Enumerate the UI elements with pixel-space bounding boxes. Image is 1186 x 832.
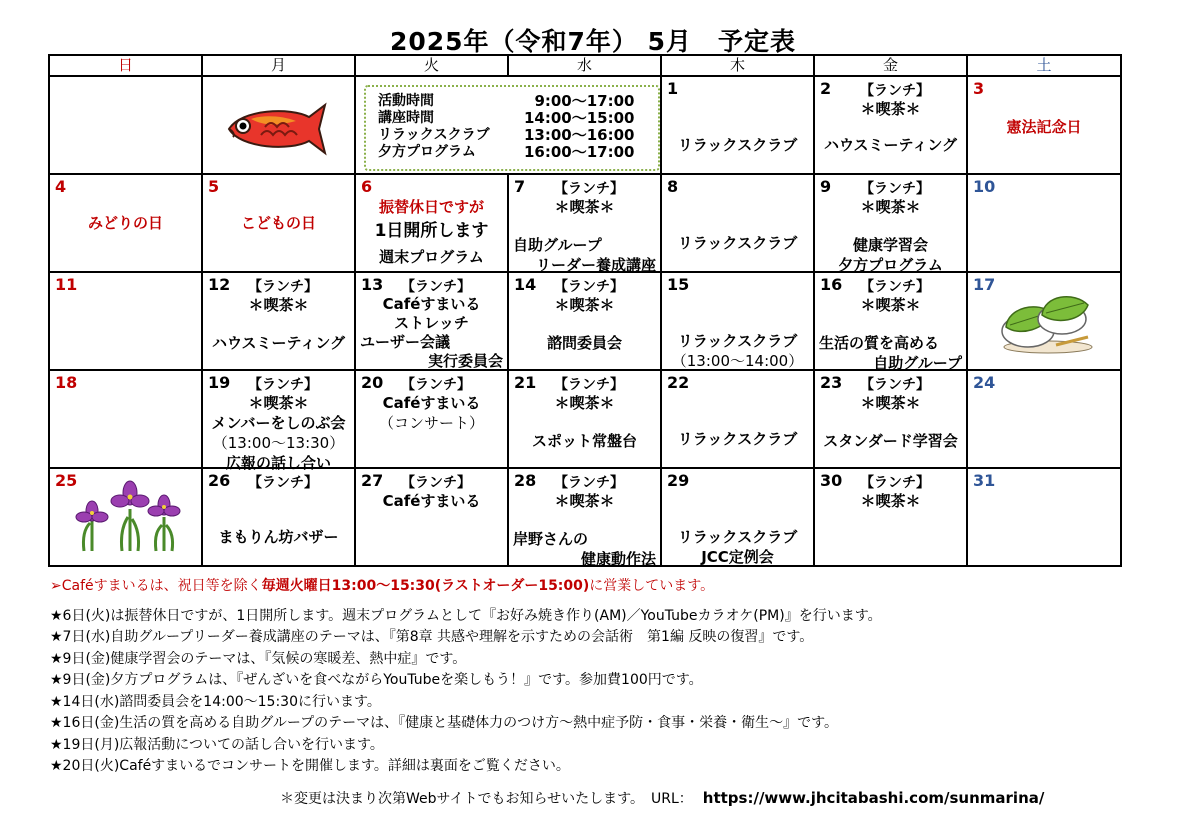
notes-section [50, 576, 882, 778]
note-item: ★19日(月)広報活動についての話し合いを行います。 [50, 736, 384, 753]
day-cell-22 [661, 370, 814, 468]
lunch-tag: 【ランチ】 [860, 377, 930, 393]
day-cell-3 [967, 76, 1121, 174]
day-cell-19 [202, 370, 355, 472]
lunch-tag: 【ランチ】 [860, 181, 930, 197]
lunch-tag: 【ランチ】 [860, 475, 930, 491]
day-cell-17 [967, 272, 1121, 370]
day-cell-1 [661, 76, 814, 174]
day-number: 10 [973, 177, 996, 196]
event-text: ＊喫茶＊ [554, 296, 615, 314]
day-cell-24 [967, 370, 1121, 468]
event-text: リラックスクラブ [677, 430, 798, 448]
day-number: 13 [361, 275, 384, 294]
event-text: ＊喫茶＊ [860, 394, 921, 412]
day-cell-13 [355, 272, 508, 370]
day-number: 14 [514, 275, 537, 294]
event-time: （13:00～13:30） [212, 434, 345, 452]
event-text: 週末プログラム [379, 248, 484, 266]
day-number: 26 [208, 471, 231, 490]
event-time: （13:00～14:00） [671, 352, 804, 370]
event-text: 実行委員会 [427, 352, 503, 370]
event-text: まもりん坊バザー [218, 528, 339, 546]
weekday-thu: 木 [661, 55, 814, 76]
day-number: 5 [208, 177, 220, 196]
event-text: リーダー養成講座 [535, 256, 656, 274]
day-number: 15 [667, 275, 690, 294]
event-text: Caféすまいる [382, 295, 481, 313]
day-cell-5 [202, 174, 355, 272]
note-item: ★6日(火)は振替休日ですが、1日開所します。週末プログラムとして『お好み焼き作り(AM)／YouTubeカラオケ(PM)』を行います。 [50, 607, 882, 624]
legend-time: 16:00～17:00 [524, 143, 635, 161]
week-row-4 [49, 370, 1121, 468]
weekday-wed: 水 [508, 55, 661, 76]
day-number: 30 [820, 471, 843, 490]
day-cell-empty [202, 76, 355, 174]
day-cell-empty [49, 76, 202, 174]
lunch-tag: 【ランチ】 [554, 181, 624, 197]
event-text: ハウスミーティング [211, 334, 346, 352]
lunch-tag: 【ランチ】 [248, 279, 318, 295]
day-number: 19 [208, 373, 231, 392]
legend-times [524, 93, 635, 161]
day-cell-23 [814, 370, 967, 468]
day-number: 27 [361, 471, 384, 490]
day-cell-30 [814, 468, 967, 566]
event-text: ＊喫茶＊ [860, 100, 921, 118]
event-text: リラックスクラブ [677, 528, 798, 546]
day-number: 20 [361, 373, 384, 392]
event-text: JCC定例会 [701, 548, 774, 566]
event-text: スポット常盤台 [531, 432, 637, 450]
day-cell-16 [814, 272, 967, 370]
day-cell-31 [967, 468, 1121, 566]
event-text: 健康学習会 [852, 236, 928, 254]
lunch-tag: 【ランチ】 [554, 279, 624, 295]
day-number: 18 [55, 373, 78, 392]
cafe-hours-note [50, 576, 882, 598]
event-text: 健康動作法 [580, 550, 656, 568]
note-item: ★9日(金)健康学習会のテーマは、『気候の寒暖差、熱中症』です。 [50, 650, 467, 667]
day-cell-18 [49, 370, 202, 468]
day-cell-21 [508, 370, 661, 468]
event-text: ストレッチ [394, 314, 469, 332]
day-cell-25 [49, 468, 202, 566]
weekday-sat: 土 [967, 55, 1121, 76]
event-text: リラックスクラブ [677, 234, 798, 252]
event-note: （コンサート） [378, 414, 484, 432]
event-text: ＊喫茶＊ [554, 492, 615, 510]
legend-time: 14:00～15:00 [524, 109, 635, 127]
lunch-tag: 【ランチ】 [401, 279, 471, 295]
day-cell-12 [202, 272, 355, 370]
event-text: ＊喫茶＊ [554, 394, 615, 412]
legend-time: 13:00～16:00 [524, 126, 635, 144]
footer [280, 788, 1044, 808]
weekday-fri: 金 [814, 55, 967, 76]
day-number: 6 [361, 177, 373, 196]
weekday-tue: 火 [355, 55, 508, 76]
event-text: ＊喫茶＊ [860, 296, 921, 314]
day-number: 23 [820, 373, 843, 392]
lunch-tag: 【ランチ】 [248, 475, 318, 491]
legend-label: リラックスクラブ [378, 127, 490, 143]
day-number: 8 [667, 177, 679, 196]
day-cell-14 [508, 272, 661, 370]
day-number: 16 [820, 275, 843, 294]
note-item: ★16日(金)生活の質を高める自助グループのテーマは、『健康と基礎体力のつけ方～熱中症予防・食事・栄養・衛生～』です。 [50, 715, 839, 731]
weekday-header-row [49, 55, 1121, 76]
event-text: 生活の質を高める [819, 334, 940, 352]
day-number: 9 [820, 177, 832, 196]
day-cell-26 [202, 468, 355, 566]
week-row-2 [49, 174, 1121, 272]
event-text: メンバーをしのぶ会 [211, 414, 346, 432]
day-cell-29 [661, 468, 814, 566]
day-number: 17 [973, 275, 996, 294]
calendar-table [48, 54, 1122, 567]
week-row-1 [49, 76, 1121, 174]
page-title: 2025年（令和7年） 5月 予定表 [389, 27, 797, 56]
holiday-label: みどりの日 [87, 214, 163, 232]
event-text: 広報の話し合い [225, 454, 331, 472]
day-cell-27 [355, 468, 508, 566]
day-number: 3 [973, 79, 985, 98]
day-cell-2 [814, 76, 967, 174]
legend-label: 講座時間 [378, 110, 434, 126]
event-text: 自助グループ [873, 354, 962, 372]
lunch-tag: 【ランチ】 [554, 475, 624, 491]
footer-notice: ＊変更は決まり次第Webサイトでもお知らせいたします。 URL： [280, 791, 693, 807]
event-text: 夕方プログラム [838, 256, 943, 274]
weekday-sun: 日 [49, 55, 202, 76]
koinobori-carp-image [221, 99, 331, 159]
event-text: ＊喫茶＊ [860, 198, 921, 216]
cafe-note-hours: 毎週火曜日13:00～15:30(ラストオーダー15:00) [261, 578, 590, 594]
week-row-3 [49, 272, 1121, 370]
event-text: スタンダード学習会 [823, 432, 958, 450]
lunch-tag: 【ランチ】 [248, 377, 318, 393]
day-cell-20 [355, 370, 508, 468]
iris-flowers-image [64, 475, 194, 553]
legend-label: 活動時間 [378, 93, 434, 109]
day-number: 2 [820, 79, 832, 98]
note-item: ★14日(水)諮問委員会を14:00～15:30に行います。 [50, 693, 381, 710]
event-text: 1日開所します [374, 221, 489, 241]
event-text: Caféすまいる [382, 394, 481, 412]
day-number: 12 [208, 275, 231, 294]
event-text: ハウスミーティング [823, 136, 958, 154]
day-cell-7 [508, 174, 661, 272]
day-number: 31 [973, 471, 996, 490]
day-number: 29 [667, 471, 690, 490]
day-number: 21 [514, 373, 537, 392]
day-cell-28 [508, 468, 661, 566]
lunch-tag: 【ランチ】 [860, 279, 930, 295]
week-row-5 [49, 468, 1121, 566]
event-text: ＊喫茶＊ [554, 198, 615, 216]
event-text: Caféすまいる [382, 492, 481, 510]
lunch-tag: 【ランチ】 [860, 83, 930, 99]
event-text: ＊喫茶＊ [248, 394, 309, 412]
note-item: ★9日(金)夕方プログラムは、『ぜんざいを食べながらYouTubeを楽しもう！』です。参加費100円です。 [50, 672, 703, 688]
legend-cell [355, 76, 661, 174]
day-cell-15 [661, 272, 814, 370]
day-number: 25 [55, 471, 78, 490]
legend-time: 9:00～17:00 [534, 92, 635, 110]
event-text: ＊喫茶＊ [248, 296, 309, 314]
cafe-note-suffix: に営業しています。 [589, 578, 715, 594]
day-number: 4 [55, 177, 67, 196]
note-item: ★20日(火)Caféすまいるでコンサートを開催します。詳細は裏面をご覧ください。 [50, 758, 570, 774]
event-text: リラックスクラブ [677, 136, 798, 154]
event-text: 岸野さんの [513, 530, 589, 548]
note-item: ★7日(水)自助グループリーダー養成講座のテーマは、『第8章 共感や理解を示すための会話術 第1編 反映の復習』です。 [50, 629, 814, 645]
day-cell-9 [814, 174, 967, 272]
holiday-label: 振替休日ですが [378, 198, 484, 216]
event-text: ＊喫茶＊ [860, 492, 921, 510]
day-cell-11 [49, 272, 202, 370]
day-cell-4 [49, 174, 202, 272]
website-url: https://www.jhcitabashi.com/sunmarina/ [702, 789, 1045, 807]
day-number: 1 [667, 79, 679, 98]
event-text: リラックスクラブ [677, 332, 798, 350]
event-text: 自助グループ [513, 236, 602, 254]
cafe-note-prefix: ➢Caféすまいるは、祝日等を除く [50, 578, 262, 594]
day-number: 22 [667, 373, 690, 392]
legend-label: 夕方プログラム [378, 144, 476, 160]
lunch-tag: 【ランチ】 [401, 475, 471, 491]
day-number: 7 [514, 177, 526, 196]
event-text: ユーザー会議 [360, 333, 451, 351]
holiday-label: こどもの日 [240, 214, 316, 232]
day-cell-10 [967, 174, 1121, 272]
kashiwa-mochi-image [998, 287, 1094, 357]
lunch-tag: 【ランチ】 [401, 377, 471, 393]
weekday-mon: 月 [202, 55, 355, 76]
day-number: 28 [514, 471, 537, 490]
holiday-label: 憲法記念日 [1006, 118, 1082, 136]
event-text: 諮問委員会 [546, 334, 622, 352]
legend-labels [378, 93, 490, 161]
day-cell-6 [355, 174, 508, 272]
lunch-tag: 【ランチ】 [554, 377, 624, 393]
day-cell-8 [661, 174, 814, 272]
day-number: 11 [55, 275, 78, 294]
day-number: 24 [973, 373, 996, 392]
